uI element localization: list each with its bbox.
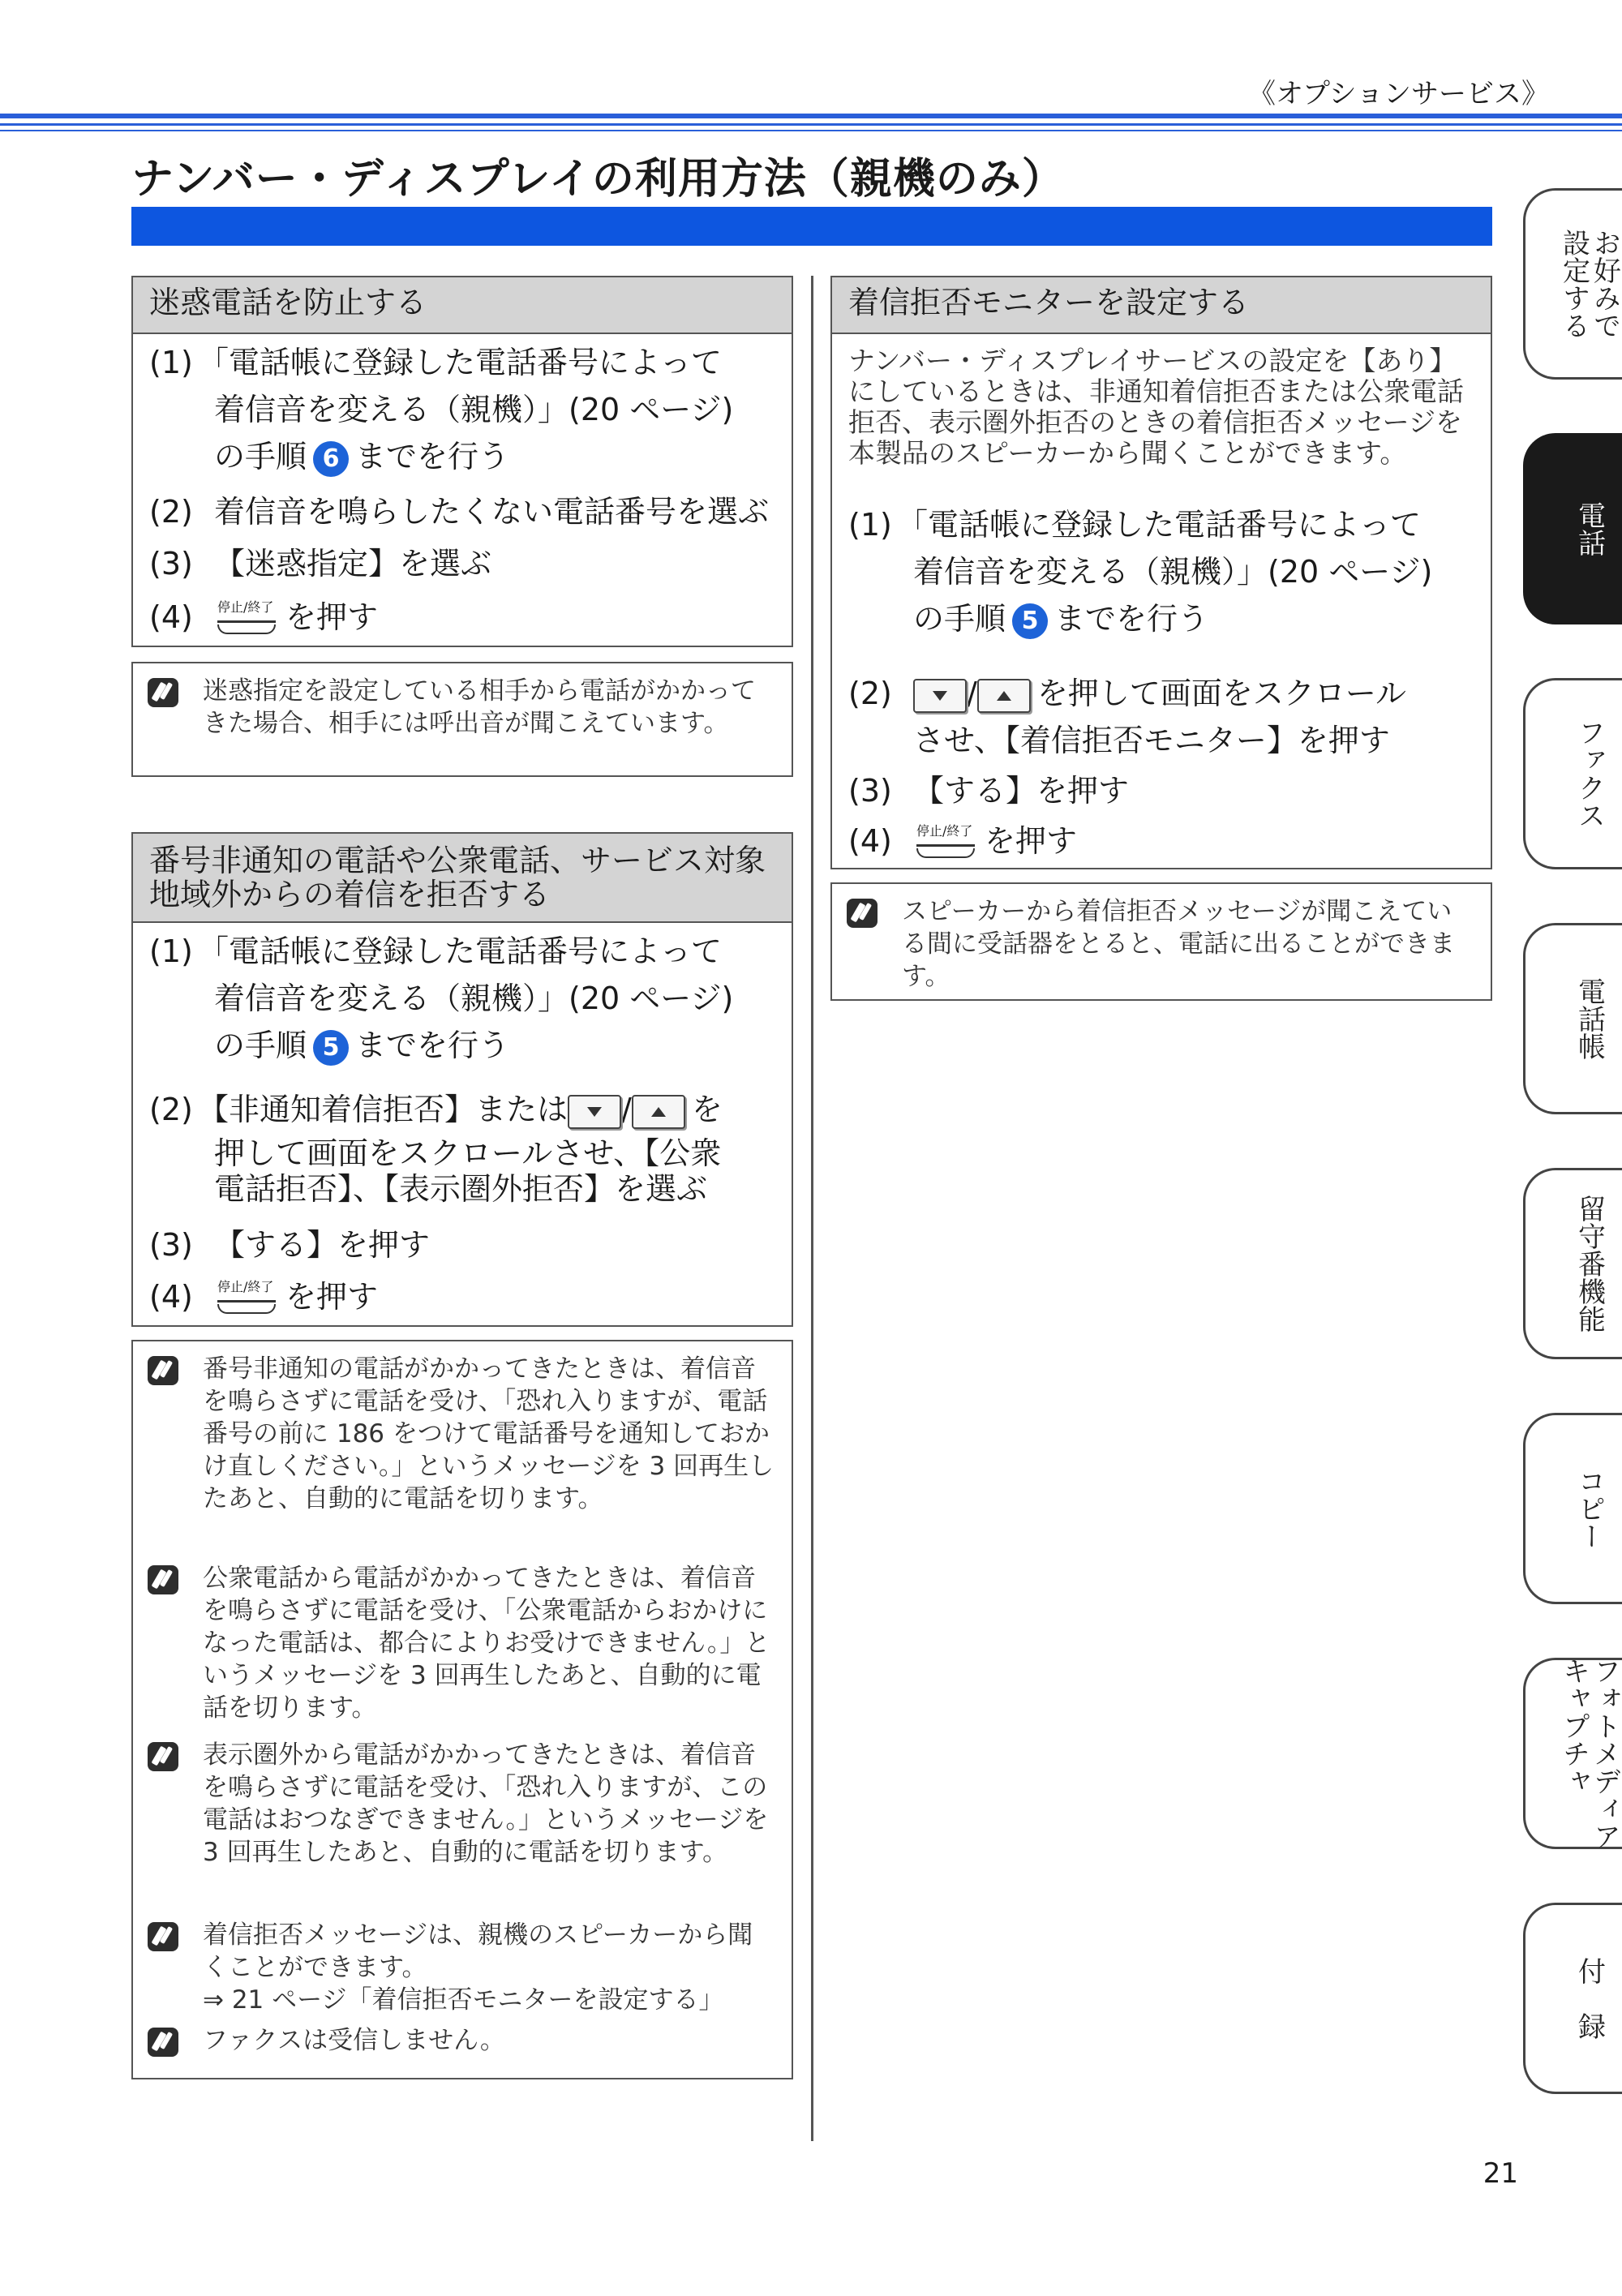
side-tab-label: ファクス (1573, 719, 1606, 829)
side-tab-label: コピー (1573, 1467, 1606, 1550)
step-text: の手順 (913, 601, 1006, 637)
step-text: 「電話帳に登録した電話番号によって (198, 345, 723, 380)
step-2: (2) 【非通知着信拒否】または / を 押して画面をスクロールさせ、【公衆 電話拒否】、【表示圏外拒否】を選ぶ (149, 1092, 779, 1207)
step-3 (149, 540, 779, 587)
note-icon (148, 1922, 178, 1951)
side-tab-label: フォトメディア キャプチャ (1557, 1657, 1621, 1850)
side-tab-phonebook[interactable] (1523, 923, 1622, 1114)
note-icon (148, 1356, 178, 1385)
step-text: の手順 (214, 439, 307, 474)
note-icon (148, 678, 178, 707)
step-number: (1) (149, 345, 193, 380)
side-tab-appendix[interactable] (1523, 1903, 1622, 2094)
note-text: 着信拒否メッセージは、親機のスピーカーから聞くことができます。 (203, 1920, 753, 1982)
step-2: (2) / を押して画面をスクロール させ、【着信拒否モニター】を押す (848, 670, 1478, 764)
step-text: 電話拒否】、【表示圏外拒否】を選ぶ (214, 1170, 708, 1207)
step-1 (149, 928, 779, 1069)
note-icon (148, 1742, 178, 1771)
note-box (131, 1340, 793, 2079)
step-number: (4) (149, 599, 193, 635)
section-heading: 着信拒否モニターを設定する (832, 277, 1491, 334)
scroll-down-key-icon (568, 1095, 621, 1129)
step-number: (4) (848, 823, 892, 859)
scroll-up-key-icon (632, 1095, 685, 1129)
side-tab-answering[interactable] (1523, 1168, 1622, 1359)
step-text: させ、【着信拒否モニター】を押す (913, 723, 1390, 758)
step-number: (2) (149, 1092, 193, 1127)
section-label: 《オプションサービス》 (1248, 78, 1549, 110)
header-rule (0, 114, 1622, 118)
side-tab-photo-media[interactable] (1523, 1658, 1622, 1849)
step-text: 【する】を押す (913, 773, 1130, 809)
page-title: ナンバー・ディスプレイの利用方法（親機のみ） (131, 155, 1065, 204)
title-underline-bar (131, 207, 1492, 246)
side-tab-label: 電話帳 (1573, 977, 1606, 1060)
note-text: 表示圏外から電話がかかってきたときは、着信音を鳴らさずに電話を受け、「恐れ入りますが、この電話はおつなぎできません。」というメッセージを 3 回再生したあと、自動的に電話を切ります。 (203, 1740, 769, 1867)
section-block-junk-call (131, 276, 793, 647)
step-number: (4) (149, 1279, 193, 1315)
column-divider (811, 276, 813, 2141)
step-number: (3) (149, 546, 193, 582)
step-text: までを行う (355, 439, 510, 474)
step-text: を押す (985, 823, 1078, 859)
step-number: (2) (149, 494, 193, 530)
note (847, 895, 1476, 993)
section-heading: 迷惑電話を防止する (133, 277, 792, 334)
step-badge: 5 (1012, 603, 1048, 639)
stop-key-icon: 停止/終了 (913, 824, 980, 863)
side-tab-copy[interactable] (1523, 1413, 1622, 1604)
step-text: を押す (285, 1279, 379, 1315)
step-text: 押して画面をスクロールさせ、【公衆 (214, 1135, 722, 1171)
step-text: 着信音を変える（親機）」(20 ページ) (214, 981, 734, 1016)
side-tab-phone[interactable] (1523, 433, 1622, 624)
step-text: 着信音を変える（親機）」(20 ページ) (913, 554, 1433, 590)
scroll-down-key-icon (913, 679, 967, 713)
note-text: 番号非通知の電話がかかってきたときは、着信音を鳴らさずに電話を受け、「恐れ入りますが、電話番号の前に 186 をつけて電話番号を通知しておかけ直しください。」というメッセージを 3 回再生したあと、自動的に電話を切ります。 (203, 1354, 775, 1513)
note-text: 迷惑指定を設定している相手から電話がかかってきた場合、相手には呼出音が聞こえています。 (203, 676, 756, 738)
step-badge: 5 (313, 1030, 349, 1066)
note (148, 675, 777, 740)
note (148, 1353, 777, 1515)
section-heading: 番号非通知の電話や公衆電話、サービス対象地域外からの着信を拒否する (133, 834, 792, 923)
side-tab-preferences[interactable] (1523, 188, 1622, 380)
step-3 (848, 767, 1478, 814)
step-text: 「電話帳に登録した電話番号によって (198, 933, 723, 969)
stop-key-icon: 停止/終了 (214, 600, 281, 639)
step-1 (848, 501, 1478, 642)
note-icon (148, 2028, 178, 2057)
note-icon (148, 1565, 178, 1594)
section-block-call-reject (131, 832, 793, 1327)
stop-key-icon: 停止/終了 (214, 1280, 281, 1319)
note-text: スピーカーから着信拒否メッセージが聞こえている間に受話器をとると、電話に出ることができます。 (902, 897, 1455, 991)
side-tab-label: お好みで 設定する (1557, 229, 1621, 339)
note-box (830, 882, 1492, 1001)
step-text: 「電話帳に登録した電話番号によって (897, 507, 1422, 543)
step-number: (3) (848, 773, 892, 809)
intro-text: ナンバー・ディスプレイサービスの設定を【あり】にしているときは、非通知着信拒否または公衆電話拒否、表示圏外拒否のときの着信拒否メッセージを本製品のスピーカーから聞くことができます。 (848, 345, 1464, 469)
note (148, 1739, 777, 1869)
step-number: (1) (848, 507, 892, 543)
step-1 (149, 339, 779, 480)
step-badge: 6 (313, 441, 349, 477)
step-4 (149, 1273, 779, 1320)
note-box (131, 662, 793, 777)
step-text: までを行う (1054, 601, 1209, 637)
step-number: (2) (848, 676, 892, 711)
step-text: 【非通知着信拒否】または (198, 1092, 569, 1127)
header-rule (0, 123, 1622, 126)
step-text: を押して画面をスクロール (1036, 676, 1407, 711)
note (148, 1919, 777, 2016)
header-rule (0, 130, 1622, 131)
step-text: を押す (285, 599, 379, 635)
section-block-reject-monitor (830, 276, 1492, 869)
step-4 (848, 818, 1478, 865)
step-4 (149, 594, 779, 641)
step-3 (149, 1221, 779, 1268)
step-text: 【迷惑指定】を選ぶ (214, 546, 492, 582)
note (148, 1562, 777, 1724)
step-text: 着信音を鳴らしたくない電話番号を選ぶ (214, 494, 770, 530)
note-text: 公衆電話から電話がかかってきたときは、着信音を鳴らさずに電話を受け、「公衆電話からおかけになった電話は、都合によりお受けできません。」というメッセージを 3 回再生したあと、自動的に電話を切ります。 (203, 1564, 770, 1723)
side-tab-label: 留守番機能 (1573, 1195, 1606, 1333)
side-tab-label: 電話 (1573, 501, 1606, 556)
note-text: ファクスは受信しません。 (203, 2026, 505, 2055)
step-text: の手順 (214, 1028, 307, 1063)
page-reference: ⇒ 21 ページ「着信拒否モニターを設定する」 (203, 1985, 724, 2015)
step-2 (149, 488, 779, 535)
note (148, 2024, 777, 2057)
note-icon (847, 899, 878, 928)
step-text: 着信音を変える（親機）」(20 ページ) (214, 392, 734, 427)
step-text: までを行う (355, 1028, 510, 1063)
step-text: 【する】を押す (214, 1227, 431, 1263)
step-number: (1) (149, 933, 193, 969)
step-number: (3) (149, 1227, 193, 1263)
step-text: を (691, 1092, 723, 1127)
side-tab-label: 付 録 (1573, 1957, 1606, 2040)
page-number: 21 (1483, 2157, 1518, 2190)
side-tab-fax[interactable] (1523, 678, 1622, 869)
scroll-up-key-icon (977, 679, 1031, 713)
